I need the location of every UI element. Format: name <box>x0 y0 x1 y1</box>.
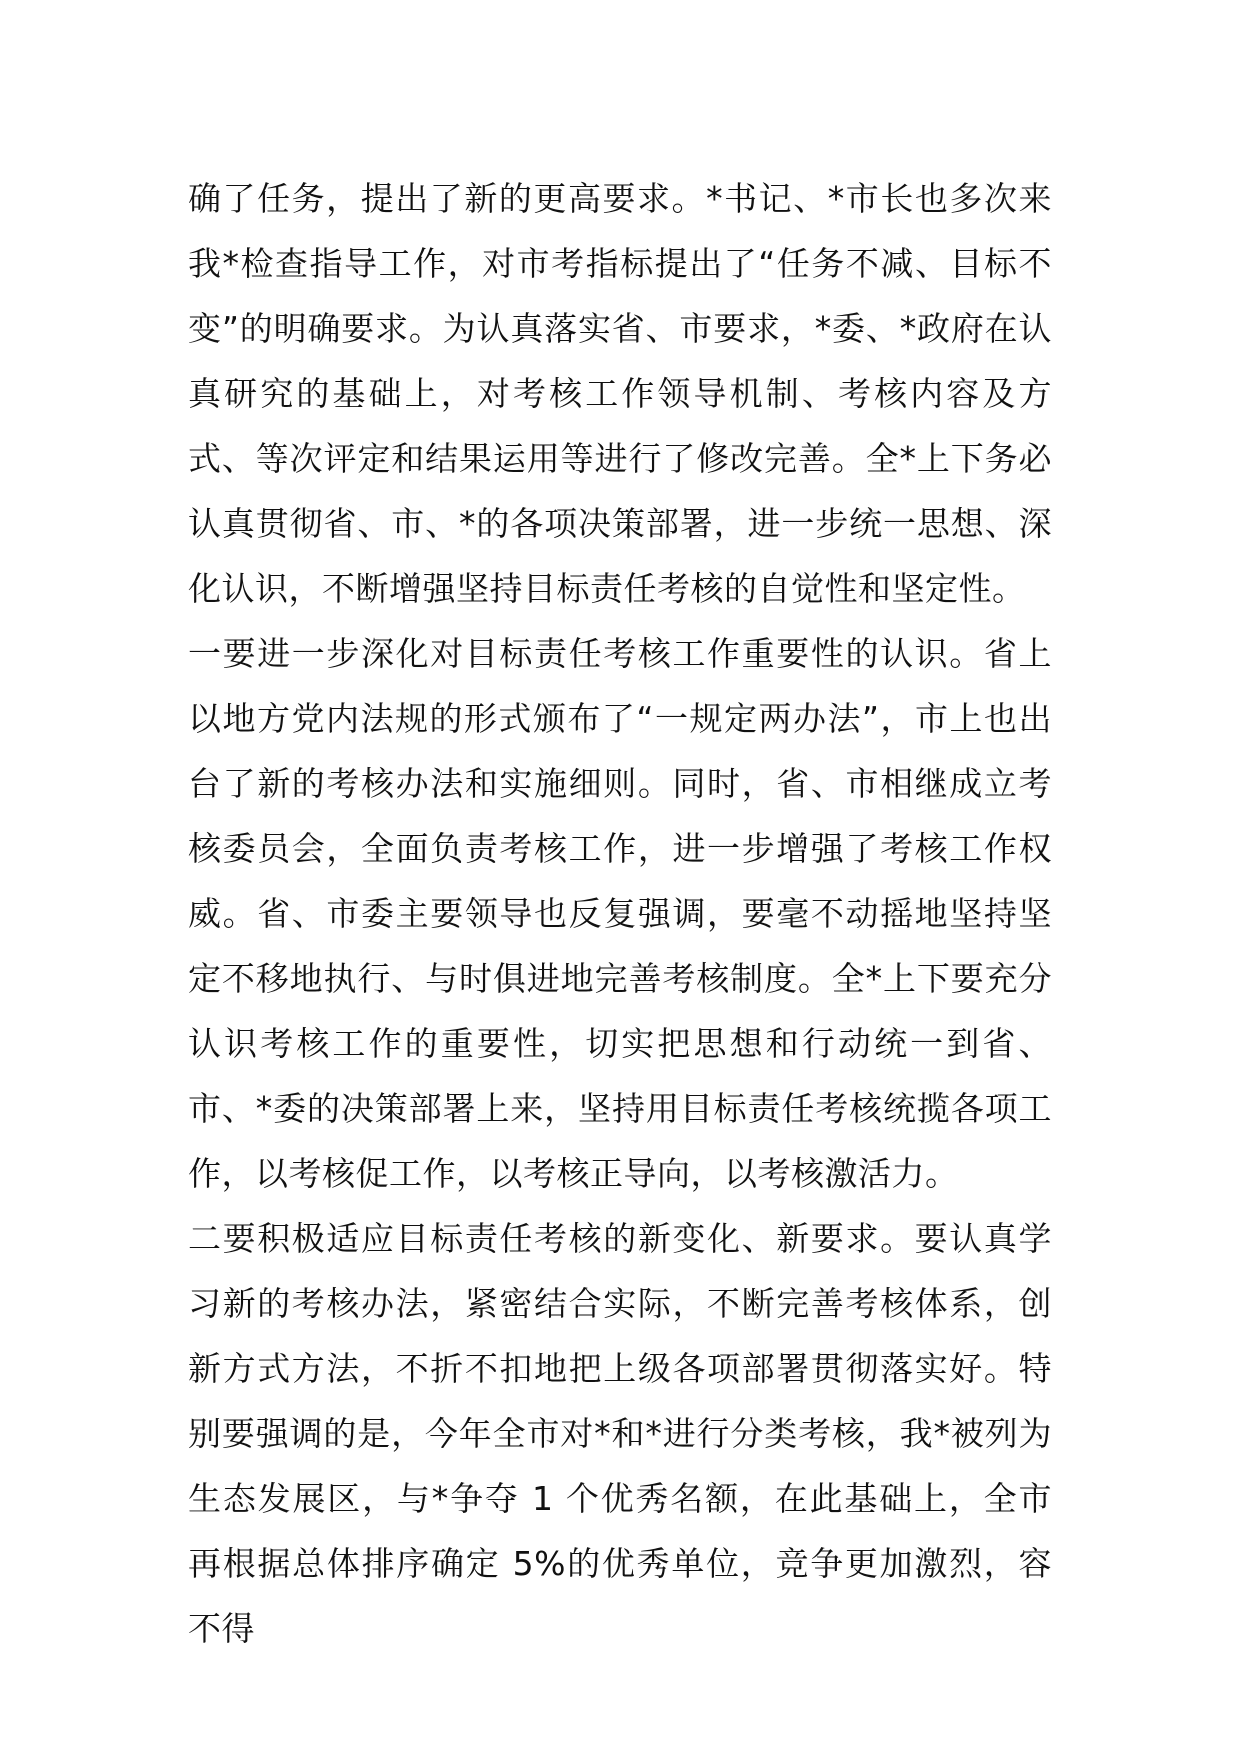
paragraph-2: 一要进一步深化对目标责任考核工作重要性的认识。省上以地方党内法规的形式颁布了“一规定两办法”，市上也出台了新的考核办法和实施细则。同时，省、市相继成立考核委员会，全面负责考核工作，进一步增强了考核工作权威。省、市委主要领导也反复强调，要毫不动摇地坚持坚定不移地执行、与时俱进地完善考核制度。全*上下要充分认识考核工作的重要性，切实把思想和行动统一到省、市、*委的决策部署上来，坚持用目标责任考核统揽各项工作，以考核促工作，以考核正导向，以考核激活力。 <box>188 634 1052 1193</box>
paragraph-1: 确了任务，提出了新的更高要求。*书记、*市长也多次来我*检查指导工作，对市考指标提出了“任务不减、目标不变”的明确要求。为认真落实省、市要求，*委、*政府在认真研究的基础上，对考核工作领导机制、考核内容及方式、等次评定和结果运用等进行了修改完善。全*上下务必认真贯彻省、市、*的各项决策部署，进一步统一思想、深化认识，不断增强坚持目标责任考核的自觉性和坚定性。 <box>188 179 1052 608</box>
paragraph-3: 二要积极适应目标责任考核的新变化、新要求。要认真学习新的考核办法，紧密结合实际，不断完善考核体系，创新方式方法，不折不扣地把上级各项部署贯彻落实好。特别要强调的是，今年全市对*和*进行分类考核，我*被列为生态发展区，与*争夺 1 个优秀名额，在此基础上，全市再根据总体排序确定 5%的优秀单位，竞争更加激烈，容不得 <box>188 1219 1052 1648</box>
document-page <box>188 166 1052 1661</box>
